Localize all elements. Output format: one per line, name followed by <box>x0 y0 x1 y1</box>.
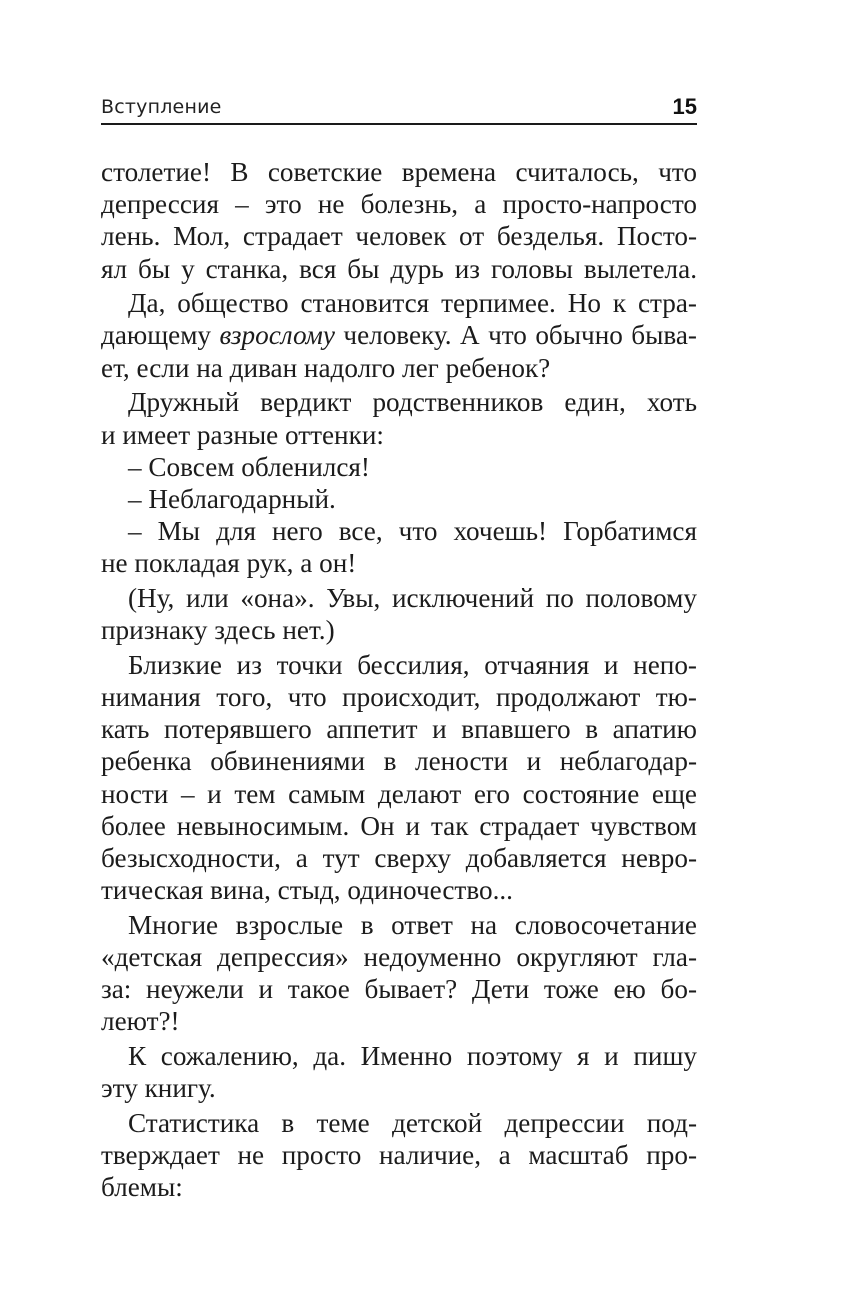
text-line: депрессия – это не болезнь, а просто-напросто <box>101 189 697 220</box>
italic-word: взрослому <box>219 320 335 351</box>
text-line: лень. Мол, страдает человек от безделья. Посто- <box>101 221 697 252</box>
body-text <box>101 156 697 1204</box>
text-line: кать потерявшего аппетит и впавшего в апатию <box>101 714 697 745</box>
text-line: леют?! <box>101 1006 180 1037</box>
text-line: ял бы у станка, вся бы дурь из головы вылетела. <box>101 253 697 284</box>
text-line: Дружный вердикт родственников един, хоть <box>128 387 697 418</box>
text-line: Близкие из точки бессилия, отчаяния и непо- <box>128 649 697 680</box>
text-fragment: человеку. А что обычно быва- <box>334 320 697 351</box>
text-line: «детская депрессия» недоуменно округляют гла- <box>101 942 697 972</box>
text-line: не покладая рук, а он! <box>101 548 357 579</box>
text-fragment: дающему <box>101 320 220 351</box>
text-line: за: неужели и такое бывает? Дети тоже ею бо- <box>101 974 697 1005</box>
page-number: 15 <box>672 94 697 119</box>
text-line: Да, общество становится терпимее. Но к стра- <box>128 288 697 319</box>
text-line: безысходности, а тут сверху добавляется невро- <box>101 842 697 873</box>
text-line: блемы: <box>101 1172 183 1203</box>
text-line: и имеет разные оттенки: <box>101 419 384 450</box>
text-line-with-italic <box>101 319 697 351</box>
text-line: ности – и тем самым делают его состояние еще <box>101 778 697 809</box>
running-header-section-title: Вступление <box>101 96 222 118</box>
text-line: столетие! В советские времена считалось, что <box>101 157 697 187</box>
text-line: (Ну, или «она». Увы, исключений по половому <box>128 582 697 613</box>
text-line: нимания того, что происходит, продолжают тю- <box>101 682 697 712</box>
text-line: эту книгу. <box>101 1073 216 1104</box>
text-line: Многие взрослые в ответ на словосочетание <box>128 909 697 940</box>
text-line: признаку здесь нет.) <box>101 615 335 646</box>
dialogue-line: – Совсем обленился! <box>128 451 370 482</box>
header-rule <box>101 123 697 125</box>
text-line: К сожалению, да. Именно поэтому я и пишу <box>128 1041 697 1072</box>
dialogue-line: – Неблагодарный. <box>128 483 336 514</box>
text-line: Статистика в теме детской депрессии под- <box>128 1107 697 1138</box>
text-line: более невыносимым. Он и так страдает чувством <box>101 810 697 841</box>
running-header <box>101 94 697 124</box>
text-line: тическая вина, стыд, одиночество... <box>101 875 513 906</box>
text-line: ет, если на диван надолго лег ребенок? <box>101 352 551 383</box>
text-line: тверждает не просто наличие, а масштаб про- <box>101 1140 697 1171</box>
text-line: ребенка обвинениями в лености и неблагодар- <box>101 746 697 777</box>
dialogue-line: – Мы для него все, что хочешь! Горбатимся <box>128 516 697 547</box>
